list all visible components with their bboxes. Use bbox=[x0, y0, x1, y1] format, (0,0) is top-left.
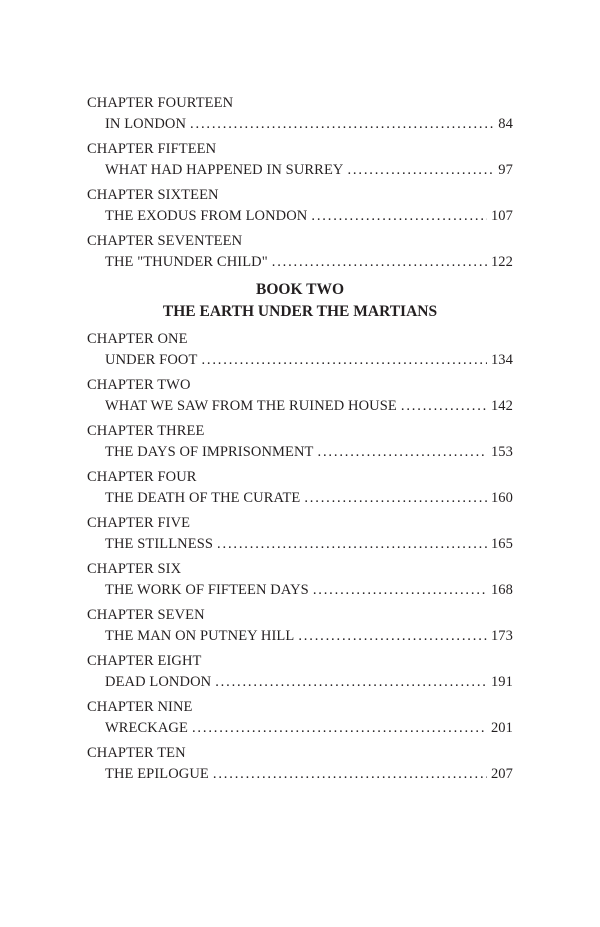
toc-entry[interactable] bbox=[87, 605, 513, 647]
page-number: 107 bbox=[490, 208, 513, 224]
book-two-subtitle: THE EARTH UNDER THE MARTIANS bbox=[162, 303, 438, 320]
toc-entry[interactable] bbox=[87, 93, 513, 135]
dot-leader bbox=[298, 626, 487, 647]
chapter-line bbox=[87, 764, 513, 785]
chapter-number: CHAPTER SEVEN bbox=[87, 607, 205, 623]
page-number: 173 bbox=[490, 628, 513, 644]
page-number: 191 bbox=[490, 674, 513, 690]
chapter-title: THE STILLNESS bbox=[105, 536, 214, 552]
dot-leader bbox=[190, 114, 494, 135]
chapter-number: CHAPTER SIX bbox=[87, 561, 182, 577]
chapter-title: THE EPILOGUE bbox=[105, 766, 209, 782]
chapter-title: THE "THUNDER CHILD" bbox=[105, 254, 268, 270]
dot-leader bbox=[311, 206, 487, 227]
chapter-title: WHAT WE SAW FROM THE RUINED HOUSE bbox=[105, 398, 397, 414]
chapter-title: THE WORK OF FIFTEEN DAYS bbox=[105, 582, 309, 598]
chapter-title: WHAT HAD HAPPENED IN SURREY bbox=[105, 162, 344, 178]
toc-entry[interactable] bbox=[87, 185, 513, 227]
chapter-title: UNDER FOOT bbox=[105, 352, 198, 368]
page-number: 153 bbox=[490, 444, 513, 460]
dot-leader bbox=[192, 718, 487, 739]
toc-entry[interactable] bbox=[87, 467, 513, 509]
dot-leader bbox=[272, 252, 487, 273]
chapter-title: THE EXODUS FROM LONDON bbox=[105, 208, 308, 224]
chapter-line bbox=[87, 252, 513, 273]
toc-entry[interactable] bbox=[87, 231, 513, 273]
page-number: 207 bbox=[490, 766, 513, 782]
chapter-line bbox=[87, 442, 513, 463]
dot-leader bbox=[213, 764, 487, 785]
toc-entry[interactable] bbox=[87, 651, 513, 693]
chapter-number: CHAPTER FOURTEEN bbox=[87, 95, 234, 111]
dot-leader bbox=[201, 350, 487, 371]
page-number: 201 bbox=[490, 720, 513, 736]
chapter-number: CHAPTER ONE bbox=[87, 331, 188, 347]
chapter-line bbox=[87, 114, 513, 135]
chapter-line bbox=[87, 534, 513, 555]
chapter-line bbox=[87, 672, 513, 693]
book-two-label: BOOK TWO bbox=[256, 281, 344, 298]
toc-entry[interactable] bbox=[87, 139, 513, 181]
chapter-title: THE DAYS OF IMPRISONMENT bbox=[105, 444, 314, 460]
chapter-number: CHAPTER TWO bbox=[87, 377, 191, 393]
toc-book-two-section bbox=[87, 329, 513, 785]
page-number: 84 bbox=[498, 116, 513, 132]
chapter-line bbox=[87, 206, 513, 227]
chapter-line bbox=[87, 396, 513, 417]
chapter-number: CHAPTER NINE bbox=[87, 699, 193, 715]
dot-leader bbox=[215, 672, 487, 693]
toc-entry[interactable] bbox=[87, 697, 513, 739]
toc-entry[interactable] bbox=[87, 421, 513, 463]
book-two-header bbox=[87, 279, 513, 323]
page-number: 165 bbox=[490, 536, 513, 552]
dot-leader bbox=[304, 488, 487, 509]
chapter-number: CHAPTER THREE bbox=[87, 423, 205, 439]
dot-leader bbox=[401, 396, 487, 417]
page-number: 122 bbox=[490, 254, 513, 270]
chapter-number: CHAPTER FOUR bbox=[87, 469, 197, 485]
chapter-number: CHAPTER EIGHT bbox=[87, 653, 202, 669]
chapter-title: THE MAN ON PUTNEY HILL bbox=[105, 628, 295, 644]
chapter-line bbox=[87, 580, 513, 601]
dot-leader bbox=[347, 160, 494, 181]
page-number: 142 bbox=[490, 398, 513, 414]
chapter-number: CHAPTER SIXTEEN bbox=[87, 187, 219, 203]
chapter-line bbox=[87, 350, 513, 371]
toc-entry[interactable] bbox=[87, 559, 513, 601]
chapter-line bbox=[87, 626, 513, 647]
chapter-title: THE DEATH OF THE CURATE bbox=[105, 490, 301, 506]
chapter-number: CHAPTER SEVENTEEN bbox=[87, 233, 243, 249]
chapter-number: CHAPTER FIFTEEN bbox=[87, 141, 217, 157]
dot-leader bbox=[318, 442, 487, 463]
chapter-title: IN LONDON bbox=[105, 116, 187, 132]
page-number: 134 bbox=[490, 352, 513, 368]
chapter-title: WRECKAGE bbox=[105, 720, 188, 736]
chapter-number: CHAPTER FIVE bbox=[87, 515, 191, 531]
toc-entry[interactable] bbox=[87, 513, 513, 555]
table-of-contents bbox=[87, 93, 513, 789]
chapter-line bbox=[87, 488, 513, 509]
dot-leader bbox=[313, 580, 487, 601]
chapter-line bbox=[87, 160, 513, 181]
page-number: 160 bbox=[490, 490, 513, 506]
chapter-line bbox=[87, 718, 513, 739]
chapter-title: DEAD LONDON bbox=[105, 674, 212, 690]
toc-book-one-section bbox=[87, 93, 513, 273]
toc-entry[interactable] bbox=[87, 743, 513, 785]
page-number: 97 bbox=[498, 162, 513, 178]
chapter-number: CHAPTER TEN bbox=[87, 745, 186, 761]
dot-leader bbox=[217, 534, 487, 555]
toc-entry[interactable] bbox=[87, 375, 513, 417]
toc-entry[interactable] bbox=[87, 329, 513, 371]
page-number: 168 bbox=[490, 582, 513, 598]
